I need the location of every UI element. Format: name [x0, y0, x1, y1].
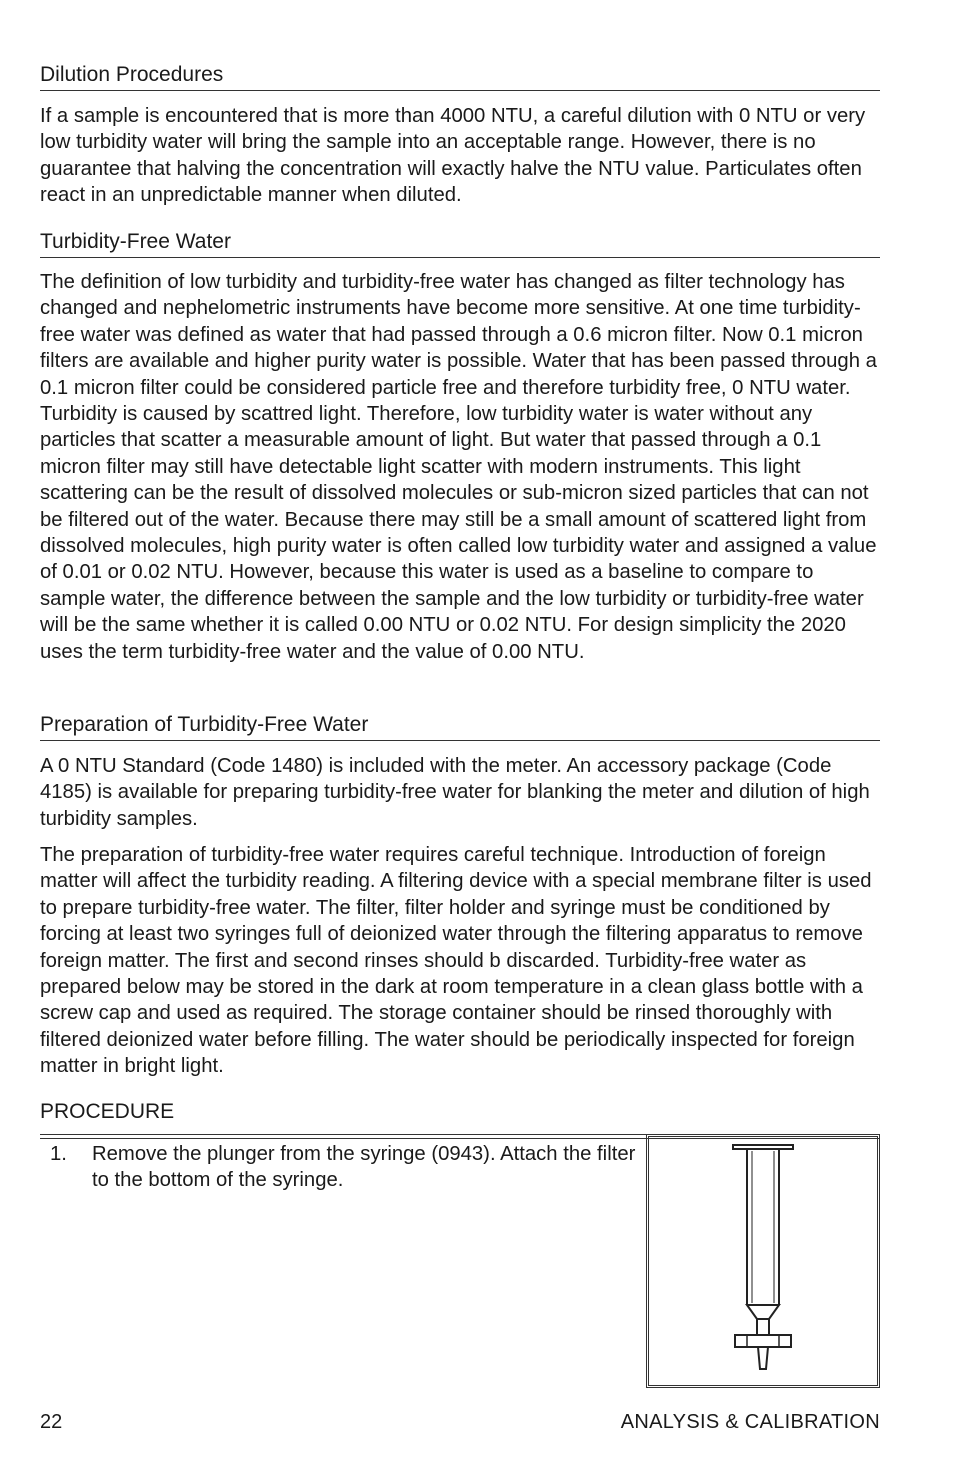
syringe-figure — [648, 1136, 878, 1386]
page-number: 22 — [40, 1411, 63, 1433]
paragraph-turbidity-free-water: The definition of low turbidity and turbidity-free water has changed as filter technology has changed and nephelometric instruments have become more sensitive. At one time turbidity-free water was defined as water that had passed through a 0.6 micron filter. Now 0.1 micron filters are available and higher purity water is possible. Water that has been passed through a 0.1 micron filter could be considered particle free and therefore turbidity free, 0 NTU water. Turbidity is caused by scattred light. Therefore, low turbidity water is water without any particles that scatter a measurable amount of light. But water that passed through a 0.1 micron filter may still have detectable light scatter with modern instruments. This light scattering can be the result of dissolved molecules or sub-micron sized particles that can not be filtered out of the water. Because there may still be a small amount of scattered light from dissolved molecules, high purity water is often called low turbidity water and assigned a value of 0.01 or 0.02 NTU. However, because this water is used as a baseline to compare to sample water, the difference between the sample and the low turbidity or turbidity-free water will be the same whether it is called 0.00 NTU or 0.02 NTU. For design simplicity the 2020 uses the term turbidity-free water and the value of 0.00 NTU. — [40, 271, 877, 663]
step-number: 1. — [50, 1143, 67, 1165]
procedure-divider — [40, 1134, 880, 1135]
paragraph-preparation-intro: A 0 NTU Standard (Code 1480) is included with the meter. An accessory package (Code 4185) is available for preparing turbidity-free water for blanking the meter and dilution of high turbidity samples. — [40, 755, 870, 830]
paragraph-dilution-procedures: If a sample is encountered that is more than 4000 NTU, a careful dilution with 0 NTU or very low turbidity water will bring the sample into an acceptable range. However, there is no guarantee that halving the concentration will exactly halve the NTU value. Particulates often react in an unpredictable manner when diluted. — [40, 105, 866, 207]
syringe-with-filter-icon — [649, 1137, 875, 1383]
paragraph-preparation-technique: The preparation of turbidity-free water requires careful technique. Introduction of foreign matter will affect the turbidity reading. A filtering device with a special membrane filter is used to prepare turbidity-free water. The filter, filter holder and syringe must be conditioned by forcing at least two syringes full of deionized water through the filtering apparatus to remove foreign matter. The first and second rinses should b discarded. Turbidity-free water as prepared below may be stored in the dark at room temperature in a clean glass bottle with a screw cap and used as required. The storage container should be rinsed thoroughly with filtered deionized water before filling. The water should be periodically inspected for foreign matter in bright light. — [40, 844, 872, 1078]
footer-section-name: ANALYSIS & CALIBRATION — [620, 1411, 880, 1433]
section-title-dilution-procedures: Dilution Procedures — [40, 62, 880, 91]
procedure-title: PROCEDURE — [40, 1100, 175, 1123]
section-title-turbidity-free-water: Turbidity-Free Water — [40, 229, 880, 258]
section-title-preparation: Preparation of Turbidity-Free Water — [40, 712, 880, 741]
step-text: Remove the plunger from the syringe (0943). Attach the filter to the bottom of the syringe. — [92, 1143, 636, 1192]
